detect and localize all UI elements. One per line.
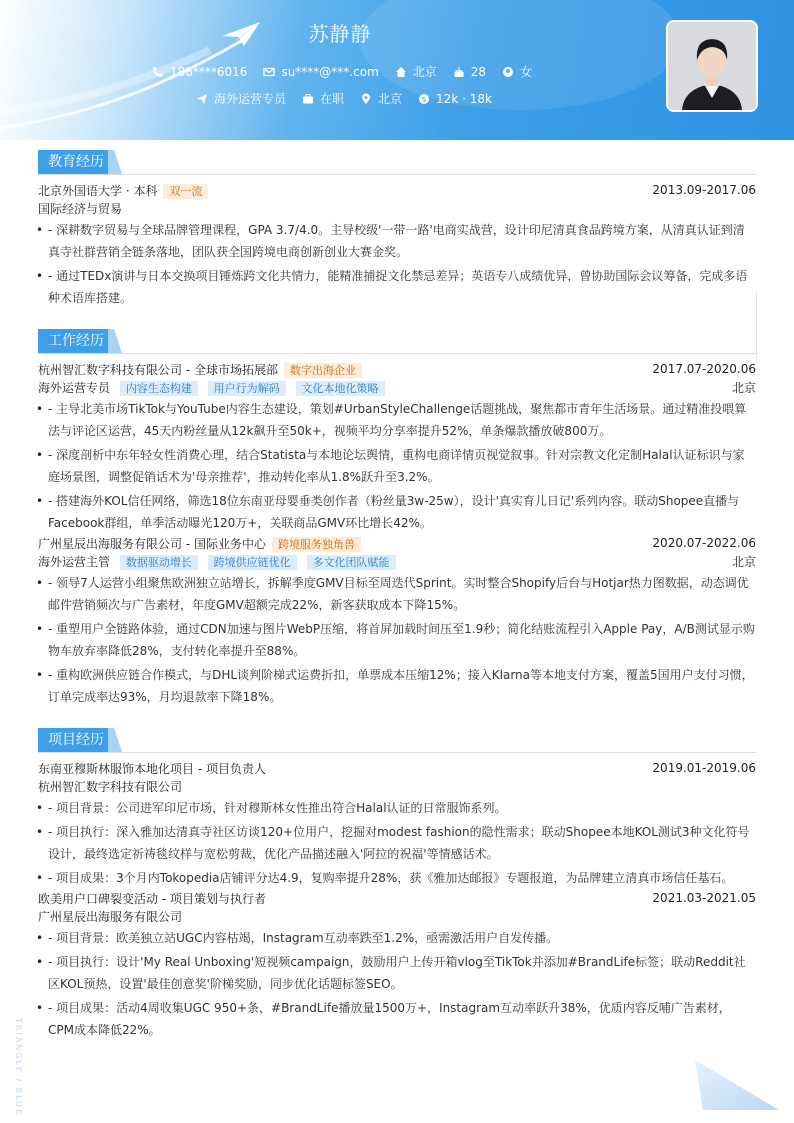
skill-tag: 多文化团队赋能 xyxy=(307,555,396,570)
work-role-group xyxy=(38,553,396,570)
work-role-row xyxy=(38,552,756,570)
work-entry-header xyxy=(38,360,756,378)
project-entry-header xyxy=(38,889,756,907)
skill-tag: 数据驱动增长 xyxy=(120,555,198,570)
watermark-text: TRIANGLE / BLUE xyxy=(14,1018,23,1117)
list-item: • - 通过TEDx演讲与日本交换项目锤炼跨文化共情力，能精准捕捉文化禁忌差异；英语专八成绩优异，曾协助国际会议筹备，完成多语种术语库搭建。 xyxy=(38,265,756,309)
skill-tag: 文化本地化策略 xyxy=(296,381,385,396)
section-project-title xyxy=(38,728,756,753)
job-intent-row xyxy=(196,90,492,107)
list-item: • - 项目成果：活动4周收集UGC 950+条，#BrandLife播放量1500万+，Instagram互动率跃升38%，优质内容反哺广告素材，CPM成本降低22%。 xyxy=(38,997,756,1041)
work-bullets xyxy=(38,398,756,534)
gender-icon xyxy=(502,66,514,78)
education-major-row xyxy=(38,199,756,217)
education-school-group xyxy=(38,182,208,199)
resume-body xyxy=(38,150,756,1041)
skill-tag: 内容生态构建 xyxy=(120,381,198,396)
tab-tail-decoration xyxy=(108,150,122,174)
section-education-title xyxy=(38,150,756,175)
send-icon xyxy=(196,93,208,105)
company-tag: 数字出海企业 xyxy=(284,363,362,378)
education-bullets xyxy=(38,219,756,309)
work-role-row xyxy=(38,378,756,396)
cake-icon xyxy=(453,66,465,78)
tab-tail-decoration xyxy=(108,728,122,752)
work-date: 2017.07-2020.06 xyxy=(652,362,756,376)
money-icon xyxy=(418,93,430,105)
project-bullets xyxy=(38,797,756,889)
phone-icon xyxy=(152,66,164,78)
svg-text:$: $ xyxy=(421,94,427,104)
side-divider xyxy=(756,290,757,362)
work-entry-header xyxy=(38,534,756,552)
target-city: 北京 xyxy=(378,92,403,106)
section-heading: 教育经历 xyxy=(38,150,114,174)
project-bullets xyxy=(38,927,756,1041)
education-date: 2013.09-2017.06 xyxy=(652,183,756,197)
current-city: 北京 xyxy=(412,65,437,79)
school-tag: 双一流 xyxy=(163,184,208,199)
list-item: • - 领导7人运营小组聚焦欧洲独立站增长，拆解季度GMV目标至周迭代Sprint。实时整合Shopify后台与Hotjar热力图数据，动态调优邮件营销频次与广告素材，年度GMV超额完成22%，新客获取成本下降15%。 xyxy=(38,572,756,616)
corner-triangle-decoration xyxy=(695,1060,785,1112)
gender: 女 xyxy=(520,65,533,79)
list-item: • - 项目执行：深入雅加达清真寺社区访谈120+位用户，挖掘对modest fashion的隐性需求；联动Shopee本地KOL测试3种文化符号设计，最终选定祈祷毯纹样与宽松剪裁，优化产品描述融入'阿拉的祝福'等情感话术。 xyxy=(38,821,756,865)
project-title: 东南亚穆斯林服饰本地化项目 - 项目负责人 xyxy=(38,761,266,776)
job-role: 海外运营专员 xyxy=(38,380,111,395)
major-name: 国际经济与贸易 xyxy=(38,201,123,216)
email-address: su****@***.com xyxy=(281,64,379,79)
location-pin-icon xyxy=(360,93,372,105)
project-org-row xyxy=(38,907,756,925)
company-name: 杭州智汇数字科技有限公司 - 全球市场拓展部 xyxy=(38,362,278,377)
list-item: • - 项目背景：公司进军印尼市场，针对穆斯林女性推出符合Halal认证的日常服饰系列。 xyxy=(38,797,756,819)
section-heading: 项目经历 xyxy=(38,728,114,752)
expected-salary: 12k · 18k xyxy=(436,91,492,106)
list-item: • - 重构欧洲供应链合作模式，与DHL谈判阶梯式运费折扣，单票成本压缩12%；接入Klarna等本地支付方案，覆盖5国用户支付习惯，订单完成率达93%，月均退款率下降18%。 xyxy=(38,664,756,708)
home-icon xyxy=(395,66,407,78)
profile-photo xyxy=(666,20,758,112)
skill-tag: 用户行为解码 xyxy=(208,381,286,396)
work-date: 2020.07-2022.06 xyxy=(652,536,756,550)
work-company-group xyxy=(38,361,362,378)
section-work-title xyxy=(38,329,756,354)
project-date: 2019.01-2019.06 xyxy=(652,761,756,775)
header-banner xyxy=(0,0,794,140)
skill-tag: 跨境供应链优化 xyxy=(208,555,297,570)
school-name: 北京外国语大学 · 本科 xyxy=(38,183,158,198)
email-icon xyxy=(263,66,275,78)
work-bullets xyxy=(38,572,756,708)
work-location: 北京 xyxy=(731,554,756,569)
list-item: • - 项目背景：欧美独立站UGC内容枯竭，Instagram互动率跌至1.2%，亟需激活用户自发传播。 xyxy=(38,927,756,949)
project-title: 欧美用户口碑裂变活动 - 项目策划与执行者 xyxy=(38,891,266,906)
employment-status: 在职 xyxy=(320,92,345,106)
briefcase-icon xyxy=(302,93,314,105)
avatar xyxy=(668,22,756,110)
company-name: 广州星辰出海服务有限公司 - 国际业务中心 xyxy=(38,536,266,551)
list-item: • - 主导北美市场TikTok与YouTube内容生态建设，策划#UrbanStyleChallenge话题挑战，聚焦都市青年生活场景。通过精准投喂算法与评论区运营，45天内粉丝量从12k飙升至50k+，视频平均分享率提升52%，单条爆款播放破800万。 xyxy=(38,398,756,442)
list-item: • - 深度剖析中东年轻女性消费心理，结合Statista与本地论坛舆情，重构电商详情页视觉叙事。针对宗教文化定制Halal认证标识与家庭场景图，调整促销话术为'母亲推荐'，推动转化率从1.8%跃升至3.2%。 xyxy=(38,444,756,488)
list-item: • - 项目执行：设计'My Real Unboxing'短视频campaign，鼓励用户上传开箱vlog至TikTok并添加#BrandLife标签；联动Reddit社区KOL预热，设置'最佳创意奖'阶梯奖励，同步优化话题标签SEO。 xyxy=(38,951,756,995)
list-item: • - 重塑用户全链路体验，通过CDN加速与图片WebP压缩，将首屏加载时间压至1.9秒；简化结账流程引入Apple Pay，A/B测试显示购物车放弃率降低28%，支付转化率提升至88%。 xyxy=(38,618,756,662)
contact-info-row xyxy=(152,63,532,80)
tab-tail-decoration xyxy=(108,329,122,353)
candidate-name: 苏静静 xyxy=(308,22,372,46)
project-date: 2021.03-2021.05 xyxy=(652,891,756,905)
project-org: 杭州智汇数字科技有限公司 xyxy=(38,779,183,794)
project-org: 广州星辰出海服务有限公司 xyxy=(38,909,183,924)
job-role: 海外运营主管 xyxy=(38,554,111,569)
age: 28 xyxy=(470,64,487,79)
company-tag: 跨境服务独角兽 xyxy=(272,537,361,552)
work-role-group xyxy=(38,379,385,396)
work-location: 北京 xyxy=(731,380,756,395)
project-entry-header xyxy=(38,759,756,777)
project-org-row xyxy=(38,777,756,795)
target-position: 海外运营专员 xyxy=(214,92,287,106)
phone-number: 188****6016 xyxy=(170,64,248,79)
list-item: • - 项目成果：3个月内Tokopedia店铺评分达4.9，复购率提升28%，获《雅加达邮报》专题报道，为品牌建立清真市场信任基石。 xyxy=(38,867,756,889)
section-heading: 工作经历 xyxy=(38,329,114,353)
list-item: • - 搭建海外KOL信任网络，筛选18位东南亚母婴垂类创作者（粉丝量3w-25w），设计'真实育儿日记'系列内容。联动Shopee直播与Facebook群组，单季活动曝光120万+，关联商品GMV环比增长42%。 xyxy=(38,490,756,534)
education-entry-header xyxy=(38,181,756,199)
work-company-group xyxy=(38,535,361,552)
list-item: • - 深耕数字贸易与全球品牌管理课程，GPA 3.7/4.0。主导校级'一带一路'电商实战营，设计印尼清真食品跨境方案，从清真认证到清真寺社群营销全链条落地，团队获全国跨境电商创新创业大赛金奖。 xyxy=(38,219,756,263)
